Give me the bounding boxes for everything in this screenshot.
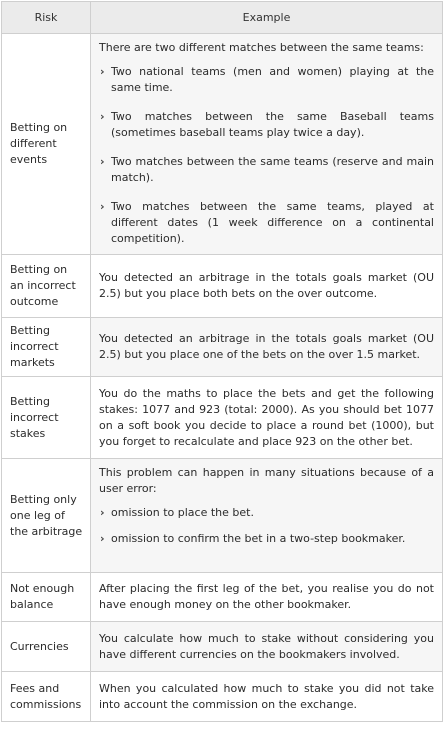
example-cell: You detected an arbitrage in the totals goals market (OU 2.5) but you place one of the bets on the over 1.5 market.	[91, 318, 443, 377]
table-row	[2, 255, 443, 318]
table-row	[2, 672, 443, 722]
risk-cell: Betting incorrect markets	[2, 318, 91, 377]
risk-cell: Betting incorrect stakes	[2, 377, 91, 459]
table-row	[2, 377, 443, 459]
header-example: Example	[91, 2, 443, 34]
bullet-list	[99, 505, 434, 547]
risk-cell: Betting on different events	[2, 34, 91, 255]
example-intro: There are two different matches between the same teams:	[99, 41, 424, 54]
example-cell: When you calculated how much to stake you did not take into account the commission on the exchange.	[91, 672, 443, 722]
list-item: › Two matches between the same teams, played at different dates (1 week difference on a continental competition).	[100, 200, 434, 245]
list-item: › Two matches between the same teams (reserve and main match).	[100, 155, 434, 184]
chevron-right-icon: ›	[100, 532, 105, 545]
example-cell: You do the maths to place the bets and get the following stakes: 1077 and 923 (total: 2000). As you should bet 1077 on a soft book you decide to place a round bet (1000), but you forget to recalculate and place 923 on the other bet.	[91, 377, 443, 459]
risk-cell: Currencies	[2, 622, 91, 672]
example-cell: You detected an arbitrage in the totals goals market (OU 2.5) but you place both bets on the over outcome.	[91, 255, 443, 318]
table-row	[2, 459, 443, 573]
example-cell	[91, 34, 443, 255]
example-cell: After placing the first leg of the bet, you realise you do not have enough money on the other bookmaker.	[91, 573, 443, 622]
risk-cell: Not enough balance	[2, 573, 91, 622]
table-row	[2, 573, 443, 622]
example-cell: You calculate how much to stake without considering you have different currencies on the bookmakers involved.	[91, 622, 443, 672]
risk-table	[1, 1, 443, 722]
risk-cell: Betting on an incorrect outcome	[2, 255, 91, 318]
table-row	[2, 34, 443, 255]
chevron-right-icon: ›	[100, 110, 105, 123]
list-item: › Two national teams (men and women) playing at the same time.	[100, 65, 434, 94]
list-item: › omission to confirm the bet in a two-step bookmaker.	[100, 532, 406, 545]
example-cell	[91, 459, 443, 573]
example-intro: This problem can happen in many situations because of a user error:	[99, 466, 434, 495]
list-item: › omission to place the bet.	[100, 506, 254, 519]
list-item: › Two matches between the same Baseball teams (sometimes baseball teams play twice a day).	[100, 110, 434, 139]
chevron-right-icon: ›	[100, 200, 105, 213]
risk-cell: Betting only one leg of the arbitrage	[2, 459, 91, 573]
chevron-right-icon: ›	[100, 155, 105, 168]
header-row	[2, 2, 443, 34]
chevron-right-icon: ›	[100, 65, 105, 78]
table-row	[2, 318, 443, 377]
chevron-right-icon: ›	[100, 506, 105, 519]
bullet-list	[99, 64, 434, 247]
table-row	[2, 622, 443, 672]
risk-cell: Fees and commissions	[2, 672, 91, 722]
header-risk: Risk	[2, 2, 91, 34]
